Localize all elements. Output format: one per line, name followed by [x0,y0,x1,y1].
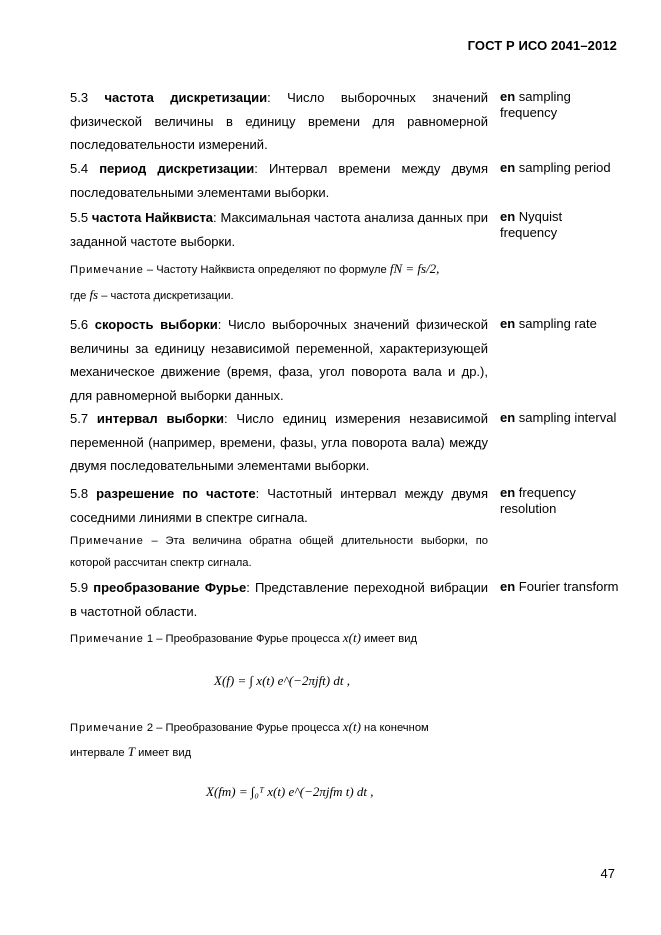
entry-term: преобразование Фурье [93,580,247,595]
en-prefix: en [500,89,516,104]
entry-5-9: 5.9 преобразование Фурье: Представление переходной вибрации в частотной области. [70,580,488,619]
en-term-5-8 [500,485,620,517]
en-prefix: en [500,316,516,331]
en-term-text: sampling period [518,160,611,175]
entry-definition: Представление переходной вибрации в частотной области. [70,580,488,619]
fourier-formula-2: X(fm) = ∫₀ᵀ x(t) e^(−2πjfm t) dt , [206,784,374,799]
note-tail: имеет вид [364,633,417,645]
note-label: Примечание [70,535,144,547]
en-prefix: en [500,209,516,224]
note-tail: имеет вид [138,747,192,759]
note-text: 1 – Преобразование Фурье процесса [143,633,340,645]
en-term-text: Fourier transform [518,579,619,594]
en-term-5-5 [500,209,620,241]
entry-5-6: 5.6 скорость выборки: Число выборочных значений физической величины за единицу независимой переменной, характеризующей механическое движение (время, фаза, угол поворота вала и др.), для равномерной выборки данных. [70,317,488,403]
entry-number: 5.6 [70,317,89,332]
entry-term: частота дискретизации [104,90,268,105]
note-where: где [70,290,87,302]
fourier-formula-1: X(f) = ∫ x(t) e^(−2πjft) dt , [214,673,350,688]
en-term-5-3 [500,89,620,121]
entry-5-5: 5.5 частота Найквиста: Максимальная частота анализа данных при заданной частоте выборки. [70,210,488,249]
entry-number: 5.3 [70,90,89,105]
entry-definition: Частотный интервал между двумя соседними линиями в спектре сигнала. [70,486,488,525]
entry-number: 5.7 [70,411,89,426]
en-term-5-7 [500,410,620,426]
en-term-5-6 [500,316,620,332]
entry-term: период дискретизации [99,161,255,176]
note-label: Примечание [70,264,144,276]
en-term-text: Nyquist frequency [500,209,563,240]
nyquist-formula: fN = fs/2, [389,261,440,276]
en-term-5-4 [500,160,620,176]
note-text: 2 – Преобразование Фурье процесса [143,722,340,734]
entry-5-4: 5.4 период дискретизации: Интервал времени между двумя последовательными элементами выборки. [70,161,488,200]
en-prefix: en [500,160,516,175]
note-text: интервале [70,747,125,759]
en-term-text: sampling frequency [500,89,571,120]
en-prefix: en [500,485,516,500]
en-prefix: en [500,410,516,425]
entry-term: интервал выборки [96,411,224,426]
document-id: ГОСТ Р ИСО 2041–2012 [467,38,617,53]
note-where-text: – частота дискретизации. [101,290,234,302]
en-term-5-9 [500,579,620,595]
note-fourier-1 [70,627,488,650]
entry-5-8: 5.8 разрешение по частоте: Частотный интервал между двумя соседними линиями в спектре сигнала. [70,486,488,525]
note-resolution [70,530,488,574]
en-term-text: sampling interval [518,410,617,425]
en-prefix: en [500,579,516,594]
entry-term: частота Найквиста [91,210,214,225]
note-fourier-2 [70,716,488,739]
entry-5-7: 5.7 интервал выборки: Число единиц измерения независимой переменной (например, времени, фазы, угла поворота вала) между двумя последовательными элементами выборки. [70,411,488,473]
note-nyquist-where [70,284,488,307]
page-number: 47 [600,866,615,881]
note-nyquist [70,258,488,281]
entry-5-3: 5.3 частота дискретизации: Число выборочных значений физической величины в единицу времени для равномерной последовательности измерений. [70,90,488,152]
entry-term: разрешение по частоте [96,486,256,501]
entry-term: скорость выборки [94,317,218,332]
note-label: Примечание [70,633,144,645]
en-term-text: frequency resolution [500,485,576,516]
entry-definition: Число единиц измерения независимой переменной (например, времени, фазы, угла поворота вала) между двумя последовательными элементами выборки. [70,411,488,473]
en-term-text: sampling rate [518,316,597,331]
entry-definition: Максимальная частота анализа данных при заданной частоте выборки. [70,210,488,249]
entry-number: 5.8 [70,486,89,501]
note-text: – Частоту Найквиста определяют по формуле [143,264,387,276]
entry-number: 5.9 [70,580,89,595]
entry-number: 5.5 [70,210,89,225]
xt-symbol: x(t) [342,719,361,734]
entry-number: 5.4 [70,161,89,176]
t-symbol: T [127,744,136,759]
entry-definition: Число выборочных значений физической величины за единицу независимой переменной, характеризующей механическое движение (время, фаза, угол поворота вала и др.), для равномерной выборки данных. [70,317,488,403]
note-fourier-2-line2 [70,741,488,764]
entry-definition: Интервал времени между двумя последовательными элементами выборки. [70,161,488,200]
note-text: – Эта величина обратна общей длительности выборки, по которой рассчитан спектр сигнала. [70,535,488,569]
note-tail: на конечном [364,722,429,734]
xt-symbol: x(t) [342,630,361,645]
note-label: Примечание [70,722,144,734]
fs-symbol: fs [89,287,99,302]
entry-definition: Число выборочных значений физической величины в единицу времени для равномерной последовательности измерений. [70,90,488,152]
